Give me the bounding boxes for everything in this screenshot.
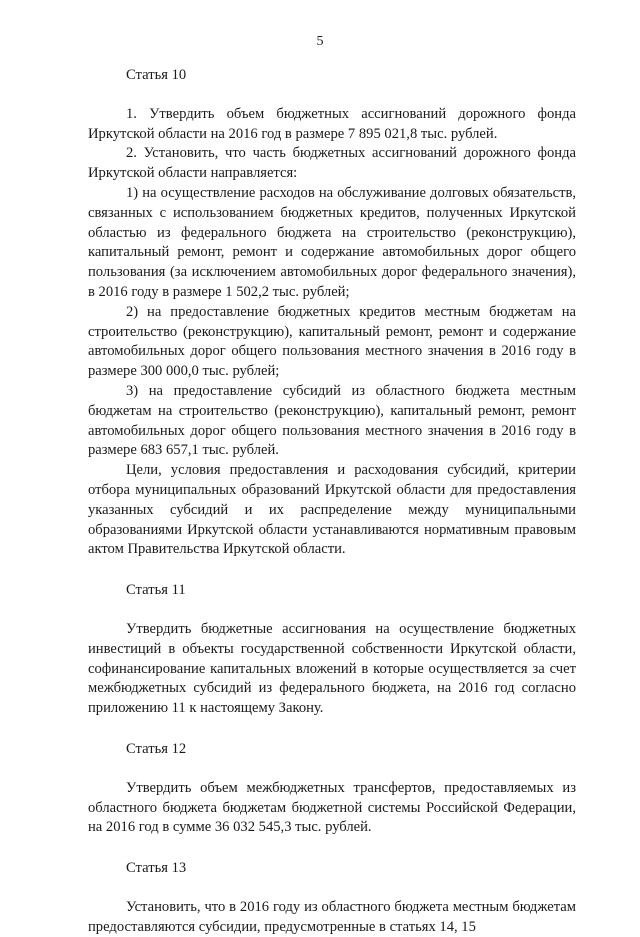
paragraph: Установить, что в 2016 году из областного бюджета местным бюджетам предоставляются субсидии, предусмотренные в статьях 14, 15 <box>88 898 576 935</box>
page-number: 5 <box>316 34 324 49</box>
article-13 <box>88 859 576 937</box>
paragraph: Цели, условия предоставления и расходования субсидий, критерии отбора муниципальных образований Иркутской области для предоставления указанных субсидий и их распределение между муниципальными образованиями Иркутской области устанавливаются нормативным правовым актом Правительства Иркутской области. <box>88 462 576 558</box>
document-body <box>88 66 576 937</box>
paragraph: Утвердить бюджетные ассигнования на осуществление бюджетных инвестиций в объекты государственной собственности Иркутской области, софинансирование капитальных вложений в которые осуществляется за счет межбюджетных субсидий из федерального бюджета, на 2016 год согласно приложению 11 к настоящему Закону. <box>88 620 576 717</box>
article-title: Статья 10 <box>126 67 187 83</box>
article-title: Статья 13 <box>126 860 187 877</box>
paragraph: Утвердить объем межбюджетных трансфертов, предоставляемых из областного бюджета бюджетам бюджетной системы Российской Федерации, на 2016 год в сумме 36 032 545,3 тыс. рублей. <box>88 779 576 836</box>
paragraph: 2. Установить, что часть бюджетных ассигнований дорожного фонда Иркутской области направляется: <box>88 145 576 182</box>
article-title: Статья 11 <box>126 582 186 599</box>
article-11 <box>88 581 576 719</box>
article-10 <box>88 66 576 560</box>
paragraph: 2) на предоставление бюджетных кредитов местным бюджетам на строительство (реконструкцию), капитальный ремонт, ремонт и содержание автомобильных дорог общего пользования местного значения в 2016 году в размере 300 000,0 тыс. рублей; <box>88 303 576 380</box>
paragraph: 3) на предоставление субсидий из областного бюджета местным бюджетам на строительство (реконструкцию), капитальный ремонт, ремонт автомобильных дорог общего пользования местного значения в 2016 году в размере 683 657,1 тыс. рублей. <box>88 382 576 459</box>
paragraph: 1. Утвердить объем бюджетных ассигнований дорожного фонда Иркутской области на 2016 год в размере 7 895 021,8 тыс. рублей. <box>88 105 576 142</box>
article-title: Статья 12 <box>126 740 187 757</box>
paragraph: 1) на осуществление расходов на обслуживание долговых обязательств, связанных с использованием бюджетных кредитов, полученных Иркутской областью из федерального бюджета на строительство (реконструкцию), капитальный ремонт, ремонт и содержание автомобильных дорог общего пользования (за исключением автомобильных дорог федерального значения), в 2016 году в размере 1 502,2 тыс. рублей; <box>88 184 576 300</box>
article-12 <box>88 740 576 838</box>
